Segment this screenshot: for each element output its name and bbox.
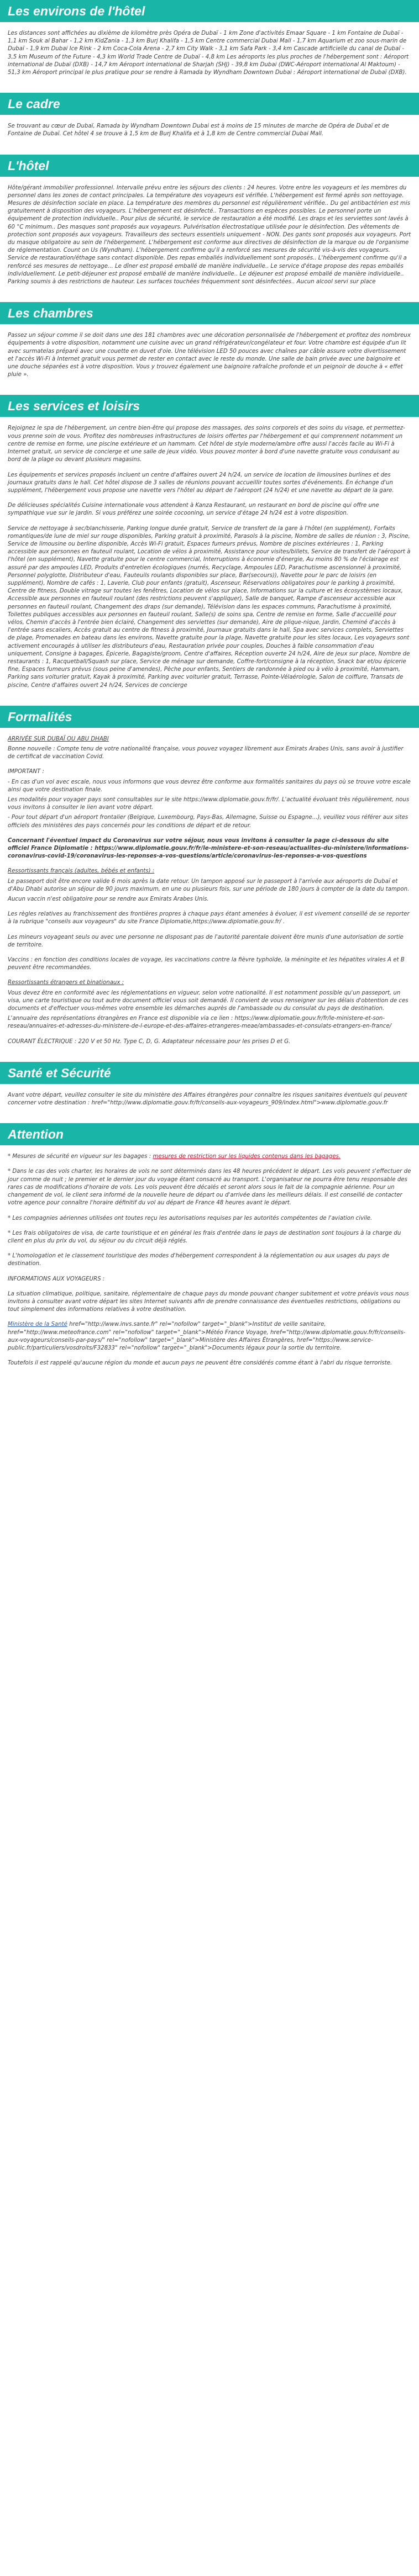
formalites-directory: L'annuaire des représentations étrangères en France est disponible via ce lien : https://www.diplomatie.gouv.fr/fr/le-ministere-et-son-reseau/annuaires-et-adresses-du-ministere-de-l-europe-et-des-affaires-etrangeres-meae/ambassades-et-consulats-etrangers-en-france/ [8,1015,392,1030]
section-formalites [0,706,419,1062]
formalites-important: IMPORTANT : [8,769,44,775]
chambres-text: Passez un séjour comme il se doit dans une des 181 chambres avec une décoration personnalisée de l'hébergement et profitez des nombreux équipements à votre disposition, notamment une cuisine avec un grand réfrigérateur/congélateur et four. Votre chambre est équipée d'un lit avec surmatelas préparé avec une couette en duvet d'oie. Une télévision LED 50 pouces avec chaînes par câble assure votre divertissement et l'accès Wi-Fi à Internet gratuit vous permet de rester en contact avec le reste du monde. Une salle de bain privée avec une baignoire et une douche séparées est à votre disposition. Vous y trouvez également une baignoire rafraîche profonde et un peignoir de douche à « effet pluie ». [8,332,411,378]
formalites-coronavirus: Concernant l'éventuel impact du Coronavirus sur votre séjour, nous vous invitons à consulter la page ci-dessous du site officiel France Diplomatie : https://www.diplomatie.gouv.fr/fr/le-ministere-et-son-reseau/actualites-du-ministere/informations-coronavirus-covid-19/coronavirus-les-reponses-a-vos-questions/article/coronavirus-les-reponses-a-vos-questions [8,837,409,860]
formalites-border-airport: - Pour tout départ d'un aéroport frontalier (Belgique, Luxembourg, Pays-Bas, Allemagne, Suisse ou Espagne...), veuillez vous référer aux sites officiels des ministères des pays concernés pour les conditions de départ et de retour. [8,814,408,829]
section-title-hotel: L'hôtel [0,155,419,177]
attention-links [8,1321,411,1352]
services-text-1: Rejoignez le spa de l'hébergement, un centre bien-être qui propose des massages, des soins corporels et des soins du visage, et permettez-vous prenne soin de vous. Profitez des nombreuses infrastructures de loisirs offertes par l'hébergement et qui comprennent notamment un centre de remise en forme, une piscine extérieure et un hammam. Cet hôtel de style moderne/ambre offre aussi l'accès facile au Wi-Fi à Internet gratuit, un service de concierge et une salle de jeux vidéo. Vous pouvez monter à bord d'une navette gratuite vous conduisant au bord de la plage ou devant plusieurs magasins. [8,425,405,463]
attention-terrorism: Toutefois il est rappelé qu'aucune région du monde et aucun pays ne peuvent être considérés comme étant à l'abri du risque terroriste. [8,1360,392,1367]
section-title-services: Les services et loisirs [0,395,419,417]
services-text-3: De délicieuses spécialités Cuisine internationale vous attendent à Kanza Restaurant, un restaurant en bord de piscine qui offre une sympathique vue sur le jardin. Si vous préférez une soirée cocooning, un service d'étage 24 h/24 est à votre disposition. [8,502,379,517]
section-services [0,395,419,705]
formalites-no-vaccine: Aucun vaccin n'est obligatoire pour se rendre aux Emirats Arabes Unis. [8,896,209,903]
attention-info-heading: INFORMATIONS AUX VOYAGEURS : [8,1276,105,1282]
section-title-cadre: Le cadre [0,93,419,115]
attention-charter: * Dans le cas des vols charter, les horaires de vols ne sont déterminés dans les 48 heures précédent le départ. Les vols peuvent s'effectuer de jour comme de nuit ; le premier et le dernier jour du voyage étant consacré au transport. L'organisateur ne pourra être tenu responsable des rares cas de modifications d'horaire de vols. Les vols peuvent être décalés et seront alors sous le fait de la compagnie aérienne. Pour un changement de vol, le client sera informé de la nouvelle heure de départ ou d'arrivée dans les meilleurs délais. Il est conseillé de contacter votre agence pour connaître l'horaire définitif du vol au départ de France 48 heures avant le départ. [8,1168,411,1207]
attention-info-text: La situation climatique, politique, sanitaire, réglementaire de chaque pays du monde pouvant changer subitement et votre préavis vous nous invitons à consulter avant votre départ les sites Internet suivants afin de prendre connaissance des éventuelles restrictions, obligations ou tout simplement des informations relatives à votre destination. [8,1290,409,1313]
formalites-border-rules: Les règles relatives au franchissement des frontières propres à chaque pays étant amenées à évoluer, il est vivement conseillé de se reporter à la rubrique "conseils aux voyageurs" du site France Diplomatie,https://www.diplomatie.gouv.fr/ . [8,911,410,925]
formalites-minors: Les mineurs voyageant seuls ou avec une personne ne disposant pas de l'autorité parentale doivent être munis d'une autorisation de sortie de territoire. [8,934,404,948]
formalites-foreign-text: Vous devez être en conformité avec les réglementations en vigueur, selon votre nationalité. Il est notamment possible qu'un passeport, un visa, une carte touristique ou tout autre document officiel vous soit demandé. Il convient de vous renseigner sur les délais d'obtention de ces documents et d'effectuer vous-mêmes votre ensemble les démarches auprès de l'ambassade ou du consulat du pays de destination. [8,990,408,1012]
formalites-modalities: Les modalités pour voyager pays sont consultables sur le site https://www.diplomatie.gouv.fr/fr/. L'actualité évoluant très régulièrement, nous vous invitons à consulter le lien avant votre départ. [8,797,410,811]
cadre-text: Se trouvant au cœur de Dubaï, Ramada by Wyndham Downtown Dubai est à moins de 15 minutes de marche de Opéra de Dubaï et de Fontaine de Dubaï. Cet hôtel 4 se trouve à 1,5 km de Burj Khalifa et à 1,8 km de Centre commercial Dubai Mall. [8,123,389,137]
formalites-passport: Le passeport doit être encore valide 6 mois après la date retour. Un tampon apposé sur le passeport à l'arrivée aux aéroports de Dubaï et d'Abu Dhabi autorise un séjour de 90 jours maximum, en une ou plusieurs fois, sur une période de 180 jours à compter de la date du tampon. [8,878,410,892]
section-cadre [0,93,419,154]
section-attention [0,1123,419,1383]
section-environs [0,0,419,93]
health-ministry-link[interactable]: Ministère de la Santé [8,1321,67,1328]
attention-luggage [8,1153,411,1161]
section-title-chambres: Les chambres [0,302,419,324]
formalites-foreign-heading: Ressortissants étrangers et binationaux : [8,980,124,986]
attention-classification: * L'homologation et le classement touristique des modes d'hébergement correspondent à la réglementation ou aux usages du pays de destination. [8,1253,390,1267]
section-title-attention: Attention [0,1123,419,1145]
section-hotel [0,155,419,303]
services-text-2: Les équipements et services proposés incluent un centre d'affaires ouvert 24 h/24, un service de location de limousines burlines et des journaux gratuits dans le hall. Cet hôtel dispose de 3 salles de réunions pouvant accueillir toutes sortes d'événements. En échange d'un supplément, l'hébergement vous propose une navette vers l'hôtel au départ de l'aéroport (24 h/24) et une navette au départ de la gare. [8,472,394,494]
section-title-environs: Les environs de l'hôtel [0,0,419,22]
formalites-good-news: Bonne nouvelle : Compte tenu de votre nationalité française, vous pouvez voyagez librement aux Emirats Arabes Unis, sans avoir à justifier de certificat de vaccination Covid. [8,745,404,760]
section-title-formalites: Formalités [0,706,419,728]
formalites-electricity: COURANT ÉLECTRIQUE : 220 V et 50 Hz. Type C, D, G. Adaptateur nécessaire pour les prises D et G. [8,1038,291,1045]
attention-fees: * Les frais obligatoires de visa, de carte touristique et en général les frais d'entrée dans le pays de destination sont toujours à la charge du client en plus du prix du vol, du séjour ou du circuit déjà réglés. [8,1230,401,1244]
liquids-restriction-link[interactable]: mesures de restriction sur les liquides contenus dans les bagages. [153,1154,341,1160]
attention-links-rest: href="http://www.invs.sante.fr" rel="nofollow" target="_blank">Institut de veille sanitaire, href="http://www.meteofrance.com" rel="nofollow" target="_blank">Météo France Voyage, href="http://www.diplomatie.gouv.fr/fr/conseils-aux-voyageurs/conseils-par-pays/" rel="nofollow" target="_blank">Ministère des Affaires Étrangères, href="https://www.service-public.fr/particuliers/vosdroits/F32833" rel="nofollow" target="_blank">Documents légaux pour la sortie du territoire. [8,1321,406,1351]
attention-airlines: * Les compagnies aériennes utilisées ont toutes reçu les autorisations requises par les autorités compétentes de l'aviation civile. [8,1215,373,1221]
environs-text: Les distances sont affichées au dixième de kilomètre près Opéra de Dubaï - 1 km Zone d'activités Emaar Square - 1 km Fontaine de Dubaï - 1,1 km Souk al Bahar - 1,2 km KidZania - 1,3 km Burj Khalifa - 1,5 km Centre commercial Dubai Mall - 1,7 km Aquarium et zoo sous-marin de Dubaï - 1,9 km Dubai Ice Rink - 2 km Coca-Cola Arena - 2,7 km City Walk - 3,1 km Safa Park - 3,4 km Cascade artificielle du canal de Dubaï - 3,5 km Museum of the Future - 4,3 km World Trade Centre de Dubaï - 4,8 km Les aéroports les plus proches de l'hébergement sont : Aéroport international de Dubaï (DXB) - 14,7 km Aéroport international de Sharjah (SHJ) - 39,8 km Dubai (DWC-Aéroport international Al Maktoum) - 51,3 km Aéroport principal le plus pratique pour se rendre à Ramada by Wyndham Downtown Dubai : Aéroport international de Dubaï (DXB). [8,30,409,76]
attention-luggage-label: * Mesures de sécurité en vigueur sur les bagages : [8,1154,153,1160]
section-title-sante: Santé et Sécurité [0,1062,419,1084]
services-text-4: Service de nettoyage à sec/blanchisserie, Parking longue durée gratuit, Service de transfert de la gare à l'hôtel (en supplément), Forfaits romantiques/de lune de miel sur rouge disponibles, Parking gratuit à proximité, Parasols à la piscine, Nombre de salles de réunion : 3, Piscine, Service de limousine ou berline disponible, Accès Wi-Fi gratuit, Espaces fumeurs prévus, Nombre de piscines extérieures : 1, Parking accessible aux personnes en fauteuil roulant, Location de vélos à proximité, Assistance pour visites/billets, Service de transfert de l'aéroport à l'hôtel (en supplément), Navette gratuite pour le centre commercial, Interruptions à économie d'énergie, Au moins 80 % de l'éclairage est assuré par des ampoules LED, Produits d'entretien écologiques (nurrés, Recyclage, Ampoules LED, Parachutisme ascensionnel à proximité, Personnel polyglotte, Distributeur d'eau, Fauteuils roulants disponibles sur place, Bar(secours)), Navette pour le parc de loisirs (en supplément), Nombre de cafés : 1, Laverie, Club pour enfants (gratuit), Ascenseur, Réservations obligatoires pour le parking à proximité, Centre de fitness, Double vitrage sur toutes les fenêtres, Location de vélos sur place, Informations sur la culture et les écosystèmes locaux, Accessible aux personnes en fauteuil roulant (des restrictions peuvent s'appliquer), Salle de banquet, Rampe d'ascenseur accessible aux personnes en fauteuil roulant, Changement des draps (sur demande), Télévision dans les espaces communs, Parachutisme à proximité, Toilettes publiques accessibles aux personnes en fauteuil roulant, Salle(s) de soins spa, Centre de remise en forme, Salle d'accueillé pour vélos, Chemin d'accès à l'entrée bien éclairé, Changement des serviettes (sur demande), Aire de plique-nique, Jardin, Cheminé d'accès à l'entrée sans escaliers, Accès gratuit au centre de fitness à proximité, Journaux gratuits dans le hall, Spa avec services complets, Serviettes de plage, Promenades en bateau dans les environs, Navette gratuite pour la plage, Navette gratuite pour les sites locaux, Les voyageurs sont activement encouragés à utiliser les distributeurs d'eau, Restauration privée pour couples, Douches à faible consommation d'eau uniquement, Consigne à bagages, Épicerie, Bagagiste/groom, Centre d'affaires, Réception ouverte 24 h/24, Aire de jeux sur place, Nombre de restaurants : 1, Racquetball/Squash sur place, Service de ménage sur demande, Coffre-fort/consigne à la réception, Snack bar et/ou épicerie fine, Espaces fumeurs prévus (sous peine d'amendes), Pèche pour enfants, Sentiers de randonnée à pied ou à vélo à proximité, Hammam, Parking sans voiturier gratuit, Kayak à proximité, Parking avec voiturier gratuit, Terrasse, Pointe-Vélaérologie, Salon de coiffure, Transats de piscine, Centre d'affaires ouvert 24 h/24, Services de concierge [8,525,411,689]
formalites-vaccines: Vaccins : en fonction des conditions locales de voyage, les vaccinations contre la fièvre typhoïde, la méningite et les hépatites virales A et B peuvent être recommandées. [8,957,405,971]
formalites-french-heading: Ressortissants français (adultes, bébés et enfants) : [8,868,155,875]
sante-text: Avant votre départ, veuillez consulter le site du ministère des Affaires étrangères pour connaître les risques sanitaires éventuels qui peuvent concerner votre destination : href="http://www.diplomatie.gouv.fr/fr/conseils-aux-voyageurs_909/index.html">www.diplomatie.gouv.fr [8,1092,407,1107]
section-chambres [0,302,419,395]
section-sante [0,1062,419,1123]
formalites-stopover: - En cas d'un vol avec escale, nous vous informons que vous devrez être conforme aux formalités sanitaires du pays où se trouve votre escale ainsi que votre destination finale. [8,779,411,793]
formalites-arrival-heading: ARRIVÉE SUR DUBAÏ OU ABU DHABI [8,736,109,742]
hotel-text: Hôte/gérant immobilier professionnel. Intervalle prévu entre les séjours des clients : 24 heures. Votre entre les voyageurs et les membres du personnel dans les zones de contact principales. La température des voyageurs est vérifiée. L'hébergement est fermé après son nettoyage. Mesures de désinfection sociale en place. La température des membres du personnel est régulièrement vérifiée.. Du gel antibactérien est mis gratuitement à disposition des voyageurs. L'hébergement est désinfecté.. Transactions en espèces possibles. Le personnel porte un équipement de protection individuelle.. Pour plus de sécurité, le service de restauration a été modifié. Les draps et les serviettes sont lavés à 60 °C minimum.. Des masques sont proposés aux voyageurs. Pulvérisation électrostatique utilisée pour le désinfection. Des vêtements de protection sont proposés aux voyageurs. Travailleurs des secteurs essentiels uniquement - NON. Des gants sont proposés aux voyageurs. Port du masque obligatoire au sein de l'hébergement. L'hébergement est conforme aux directives de désinfection de la marque ou de l'organisme de réglementation. Count on Us (Wyndham). L'hébergement confirme qu'il a renforcé ses mesures de sécurité vis-à-vis des voyageurs. Service de restauration/éthage sans contact disponible. Des repas emballés individuellement sont proposés.. L'hébergement confirme qu'il a renforcé ses mesures de nettoyage... Le dîner est proposé emballé de manière individuelle.. Le service d'étage propose des repas emballés individuellement. Le petit-déjeuner est proposé emballé de manière individuelle.. Le déjeuner est proposé emballé de manière individuelle.. Parking soumis à des restrictions de hauteur. Les surfaces touchées fréquemment sont désinfectées.. Aucun alcool servi sur place [8,184,411,285]
